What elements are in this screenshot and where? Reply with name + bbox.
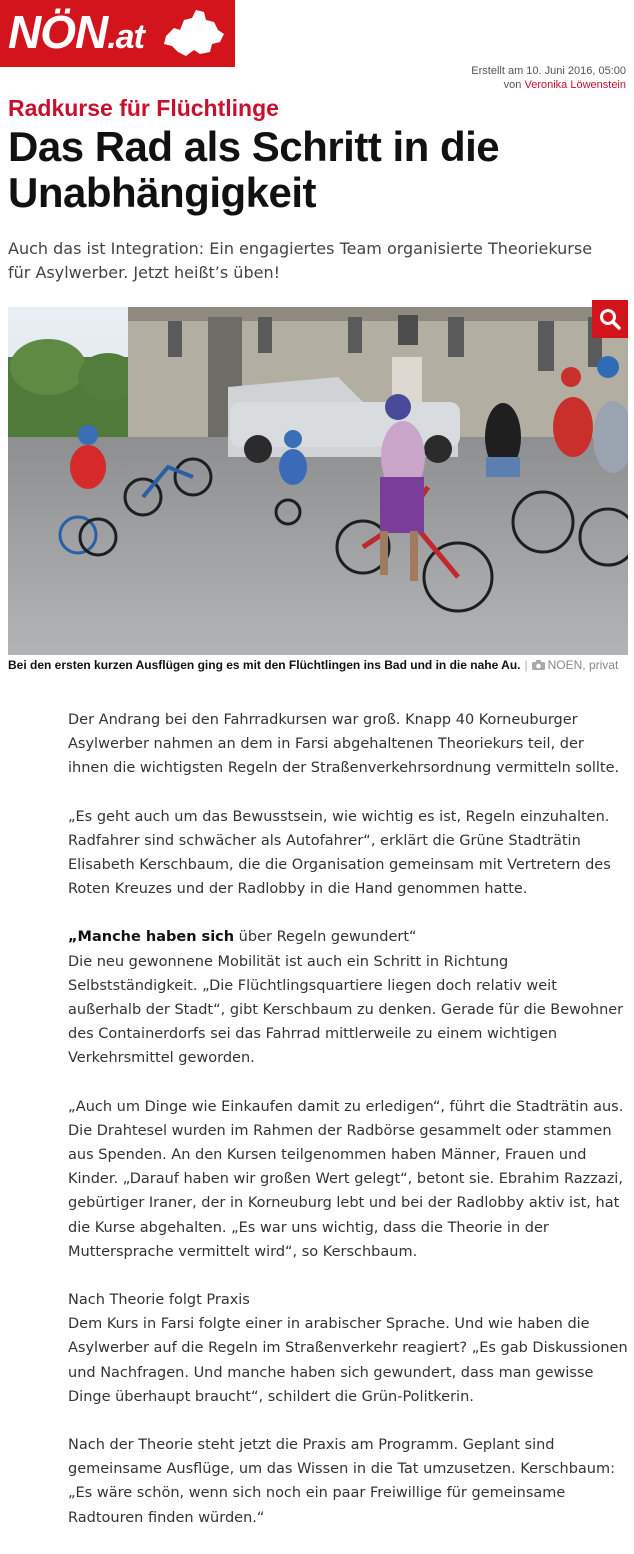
caption-text: Bei den ersten kurzen Ausflügen ging es mit den Flüchtlingen ins Bad und in die nahe Au.: [8, 658, 521, 672]
photo-caption: Bei den ersten kurzen Ausflügen ging es mit den Flüchtlingen ins Bad und in die nahe Au. | NOEN, privat: [8, 658, 619, 672]
logo-wordmark: NÖN.at: [8, 5, 144, 58]
subheading: „Manche haben sich über Regeln gewundert“: [68, 929, 417, 946]
zoom-button[interactable]: [592, 300, 628, 338]
subheading: Nach Theorie folgt Praxis: [68, 1292, 250, 1309]
search-icon: [599, 308, 621, 330]
photo-scene: [8, 307, 628, 655]
article-headline: Das Rad als Schritt in die Unabhängigkeit: [8, 123, 500, 216]
article-photo[interactable]: [8, 307, 628, 655]
lower-austria-map-icon: [160, 6, 228, 60]
paragraph: „Auch um Dinge wie Einkaufen damit zu erledigen“, führt die Stadträtin aus. Die Drahtesel wurden im Rahmen der Radbörse gesammelt oder stammen aus Spenden. An den Kursen teilgenommen haben Männer, Frauen und Kinder. „Darauf haben wir großen Wert gelegt“, betont sie. Ebrahim Razzazi, gebürtiger Iraner, der in Korneuburg lebt und bei der Radlobby aktiv ist, hat die Kurse abgehalten. „Es war uns wichtig, dass die Theorie in der Muttersprache vermittelt wird“, so Kerschbaum.: [68, 1098, 624, 1260]
paragraph: Der Andrang bei den Fahrradkursen war groß. Knapp 40 Korneuburger Asylwerber nahmen an dem in Farsi abgehaltenen Theoriekurs teil, der ihnen die wichtigsten Regeln der Straßenverkehrsordnung vermitteln sollte.: [68, 712, 620, 777]
paragraph: „Es geht auch um das Bewusstsein, wie wichtig es ist, Regeln einzuhalten. Radfahrer sind schwächer als Autofahrer“, erklärt die Grüne Stadträtin Elisabeth Kerschbaum, die die Organisation gemeinsam mit Vertretern des Roten Kreuzes und der Radlobby in die Hand genommen hatte.: [68, 808, 611, 898]
article-lead: Auch das ist Integration: Ein engagiertes Team organisierte Theoriekurse für Asylwerber. Jetzt heißt’s üben!: [8, 239, 593, 282]
paragraph: Dem Kurs in Farsi folgte einer in arabischer Sprache. Und wie haben die Asylwerber auf die Regeln im Straßenverkehr reagiert? „Es gab Diskussionen und Nachfragen. Und manche haben sich gewundert, dass man gewisse Dinge überhaupt braucht“, schildert die Grün-Politkerin.: [68, 1316, 628, 1405]
article-body: [68, 708, 628, 1554]
photo-credit: NOEN, privat: [547, 658, 619, 672]
camera-icon: [532, 660, 545, 670]
created-date: Erstellt am 10. Juni 2016, 05:00: [471, 65, 626, 77]
author-link[interactable]: Veronika Löwenstein: [524, 79, 626, 91]
paragraph: Nach der Theorie steht jetzt die Praxis am Programm. Geplant sind gemeinsame Ausflüge, um das Wissen in die Tat umzusetzen. Kerschbaum: „Es wäre schön, wenn sich noch ein paar Freiwillige für gemeinsame Radtouren finden würden.“: [68, 1437, 615, 1526]
byline: von Veronika Löwenstein: [503, 79, 626, 91]
article-meta: [471, 64, 626, 92]
paragraph: Die neu gewonnene Mobilität ist auch ein Schritt in Richtung Selbstständigkeit. „Die Flüchtlingsquartiere liegen doch relativ weit außerhalb der Stadt“, gibt Kerschbaum zu denken. Gerade für die Bewohner des Containerdorfs sei das Fahrrad mittlerweile zu einem wichtigen Verkehrsmittel geworden.: [68, 953, 624, 1067]
site-logo[interactable]: [0, 0, 235, 67]
article-kicker: Radkurse für Flüchtlinge: [8, 95, 279, 121]
